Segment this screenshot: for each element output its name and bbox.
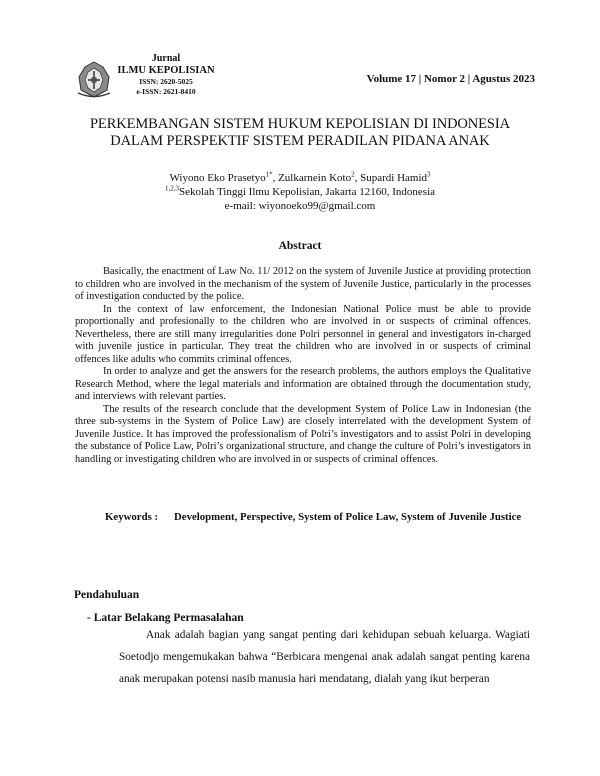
journal-identity xyxy=(110,53,222,97)
author-3: Supardi Hamid xyxy=(360,172,428,184)
author-block xyxy=(60,171,540,213)
author-separator: , xyxy=(272,172,279,184)
author-3-mark: 3 xyxy=(427,170,431,179)
eissn: e-ISSN: 2621-8410 xyxy=(136,87,196,96)
journal-label: Jurnal xyxy=(151,53,181,64)
author-separator: , xyxy=(354,172,361,184)
affiliation xyxy=(60,185,540,199)
section-heading: Pendahuluan xyxy=(74,589,140,601)
author-1: Wiyono Eko Prasetyo xyxy=(169,172,266,184)
abstract-heading: Abstract xyxy=(278,240,322,252)
abstract-paragraph: Basically, the enactment of Law No. 11/ 2012 on the system of Juvenile Justice at providing protection to children who are involved in the mechanism of the system of Juvenile Justice, particularly in the processes of investigation conducted by the police. xyxy=(75,266,531,302)
author-1-mark: 1* xyxy=(265,170,273,179)
keywords-value: Development, Perspective, System of Police Law, System of Juvenile Justice xyxy=(174,511,522,523)
email: e-mail: wiyonoeko99@gmail.com xyxy=(224,200,376,212)
abstract-paragraph: In the context of law enforcement, the Indonesian National Police must be able to provide proportionally and profesionally to the children who are involved in or suspects of criminal offences. Nevertheless, there are still many irregularities done Polri personnel in general and investigators in-charged with juvenile justice in particular. They treat the children who are involved in or suspects of criminal offences like adults who commits criminal offences. xyxy=(75,303,531,365)
journal-name: ILMU KEPOLISIAN xyxy=(117,65,215,76)
body-text xyxy=(119,624,530,690)
subsection-heading: - Latar Belakang Permasalahan xyxy=(87,612,244,624)
issn: ISSN: 2620-5025 xyxy=(139,77,193,86)
author-2-mark: 2 xyxy=(351,170,355,179)
keywords-label: Keywords : xyxy=(105,511,159,523)
abstract-body xyxy=(75,266,531,466)
abstract-paragraph: In order to analyze and get the answers for the research problems, the authors employs the Qualitative Research Method, where the legal materials and information are obtained through the documentation study, and interviews with relevant parties. xyxy=(75,366,531,402)
author-2: Zulkarnein Koto xyxy=(278,172,352,184)
keywords xyxy=(105,511,535,524)
journal-header xyxy=(72,53,535,105)
paper-title xyxy=(60,116,540,150)
abstract-paragraph: The results of the research conclude that the development System of Police Law in Indonesian (the three sub-systems in the System of Police Law) are closely interrelated with the development System of Juvenile Justice. It has improved the professionalism of Polri’s investigators and to assist Polri in developing the substance of Police Law, Polri’s organizational structure, and change the culture of Polri’s investigators in handling or investigating children who are involved in or suspects of criminal offences. xyxy=(75,403,531,465)
police-emblem-logo xyxy=(74,59,114,99)
title-line-2: DALAM PERSPEKTIF SISTEM PERADILAN PIDANA ANAK xyxy=(110,133,490,149)
affiliation-text: Sekolah Tinggi Ilmu Kepolisian, Jakarta 12160, Indonesia xyxy=(178,186,436,198)
volume-info: Volume 17 | Nomor 2 | Agustus 2023 xyxy=(366,73,535,85)
title-line-1: PERKEMBANGAN SISTEM HUKUM KEPOLISIAN DI INDONESIA xyxy=(89,116,511,132)
body-paragraph: Anak adalah bagian yang sangat penting dari kehidupan sebuah keluarga. Wagiati Soetodjo mengemukakan bahwa “Berbicara mengenai anak adalah sangat penting karena anak merupakan potensi nasib manusia hari mendatang, dialah yang ikut berperan xyxy=(119,629,530,685)
author-names xyxy=(60,171,540,185)
affiliation-mark: 1,2,3 xyxy=(164,184,179,193)
